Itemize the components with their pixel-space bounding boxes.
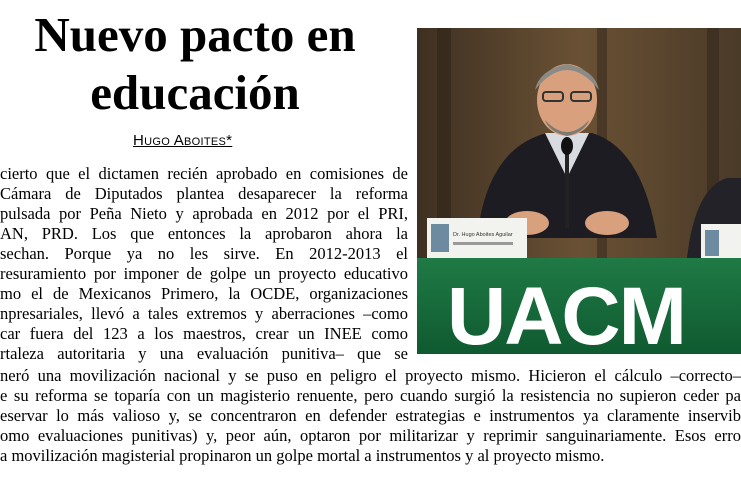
title-line-2: educación xyxy=(90,65,300,120)
photo-illustration xyxy=(417,28,741,354)
body-line-15: a movilización magisterial propinaron un golpe mortal a instrumentos y al proyecto mismo. xyxy=(0,446,605,465)
nameplate-left xyxy=(427,218,527,258)
article-photo xyxy=(417,28,741,354)
title-line-1: Nuevo pacto en xyxy=(34,7,356,62)
body-line-7: mo el de Mexicanos Primero, la OCDE, organizaciones xyxy=(0,284,408,303)
nameplate-left-text: Dr. Hugo Aboites Aguilar xyxy=(453,232,513,238)
body-line-3: pulsada por Peña Nieto y aprobada en 2012 por el PRI, xyxy=(0,204,408,223)
body-line-12: e su reforma se toparía con un magisterio renuente, pero cuando surgió la resistencia no supieron ceder pa xyxy=(0,386,741,405)
body-line-5: sechan. Porque ya no les sirve. En 2012-2013 el xyxy=(0,244,408,263)
body-line-10: rtaleza autoritaria y una evaluación punitiva– que se xyxy=(0,344,408,363)
body-line-4: AN, PRD. Los que entonces la aprobaron ahora la xyxy=(0,224,408,243)
body-line-11: neró una movilización nacional y se puso en peligro el proyecto mismo. Hicieron el cálculo –correcto– xyxy=(0,366,741,385)
body-line-2: Cámara de Diputados plantea desaparecer la reforma xyxy=(0,184,408,203)
body-line-8: npresariales, llevó a tales extremos y aberraciones –como xyxy=(0,304,408,323)
body-line-1: cierto que el dictamen recién aprobado en comisiones de xyxy=(0,164,408,183)
banner-text: UACM xyxy=(447,271,685,354)
microphone xyxy=(565,148,569,228)
body-line-13: eservar lo más valioso y, se concentraron en defender estrategias e instrumentos ya claramente inservib xyxy=(0,406,741,425)
article-title xyxy=(0,6,390,122)
body-line-9: car fuera del 123 a los maestros, crear un INEE como xyxy=(0,324,408,343)
body-line-6: resuramiento por imponer de golpe un proyecto educativo xyxy=(0,264,408,283)
author-byline: Hugo Aboites* xyxy=(133,132,233,149)
body-line-14: omo evaluaciones punitivas) y, peor aún, optaron por militarizar y reprimir sanguinariamente. Esos erro xyxy=(0,426,741,445)
